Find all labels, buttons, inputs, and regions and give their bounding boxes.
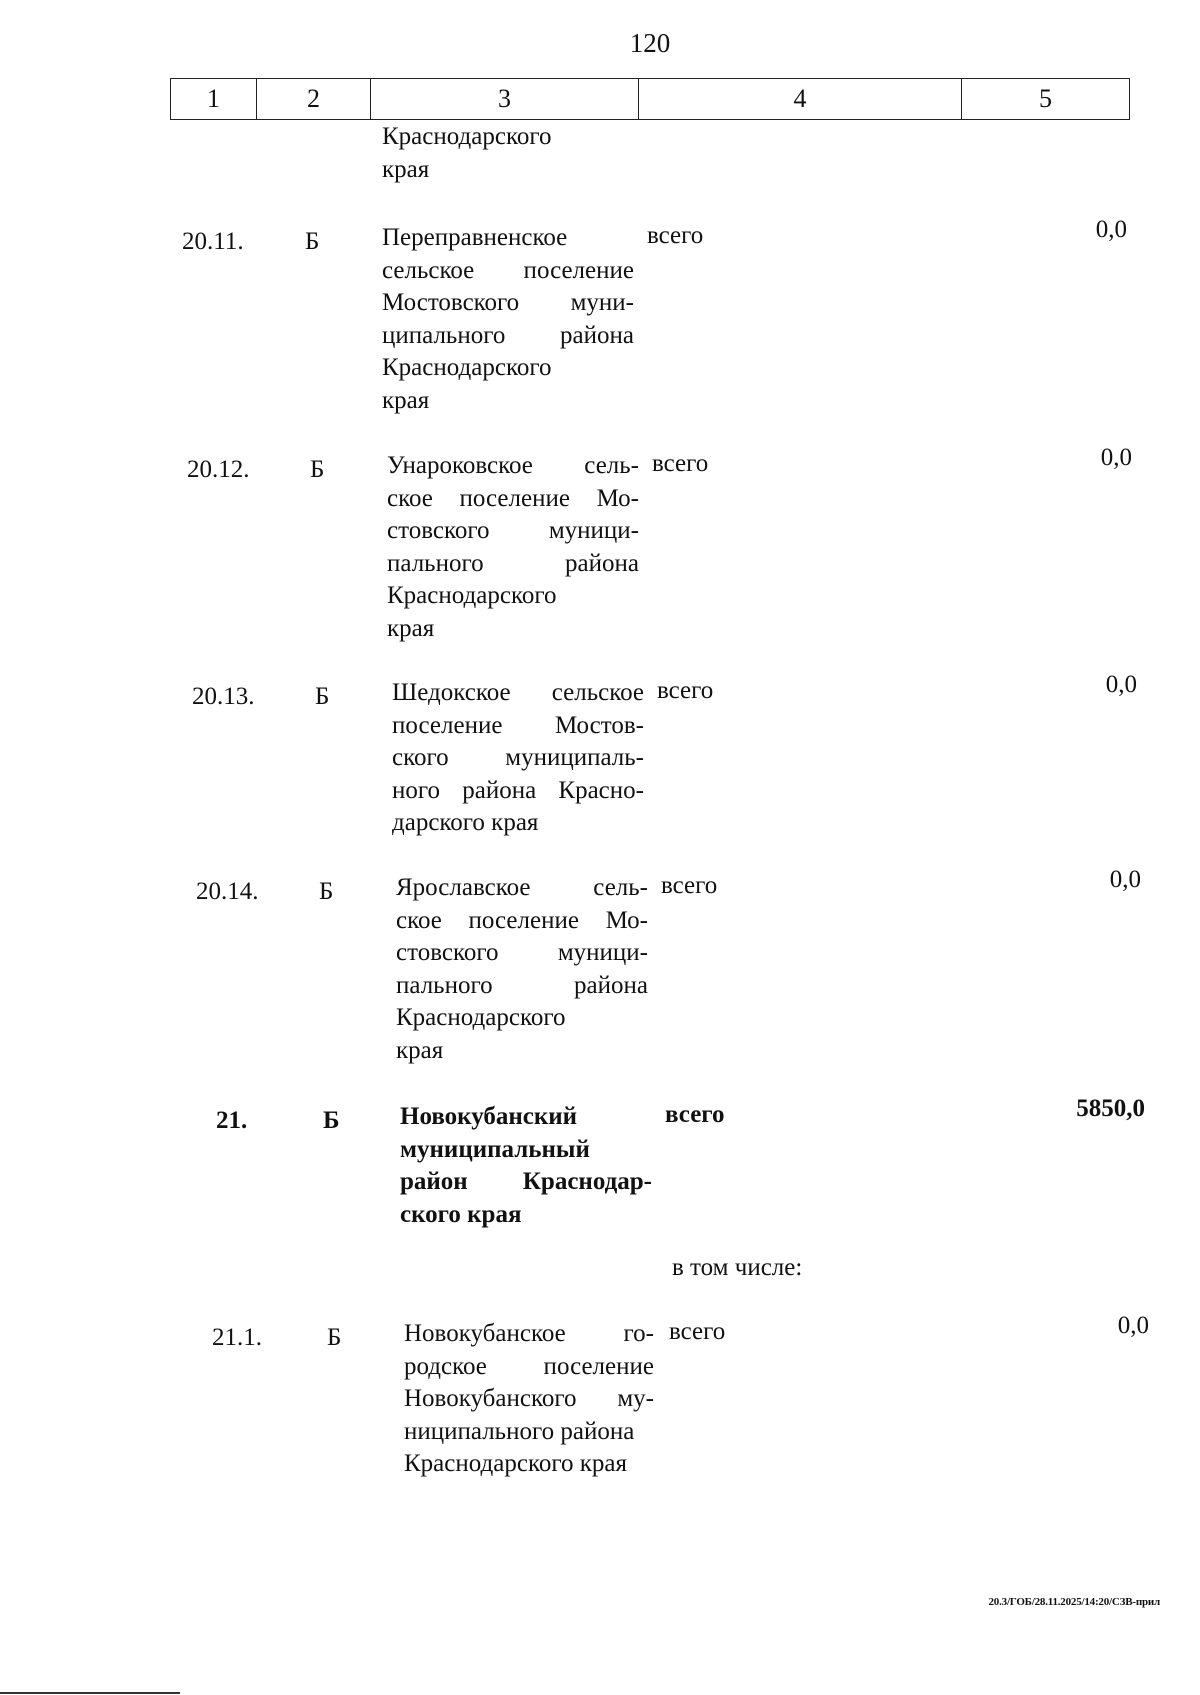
row-total-label: всего xyxy=(647,222,704,249)
row-category: Б xyxy=(315,683,330,710)
row-total-label: всего xyxy=(665,1101,725,1128)
row-name-line: пального района xyxy=(396,971,648,999)
row-name-line: Переправненское xyxy=(382,224,568,251)
row-name xyxy=(396,872,648,1067)
row-number: 21.1. xyxy=(212,1324,262,1351)
row-number: 20.11. xyxy=(182,228,244,255)
bottom-rule xyxy=(0,1692,180,1694)
row-value: 5850,0 xyxy=(1076,1095,1145,1122)
row-name-line: ного района Красно- xyxy=(392,776,644,804)
row-name-line: края xyxy=(396,1036,444,1064)
column-header-1: 1 xyxy=(171,79,257,119)
row-value: 0,0 xyxy=(1100,444,1132,471)
row-category: Б xyxy=(310,456,325,483)
row-name-line: края xyxy=(382,386,430,414)
row-name-line: пального района xyxy=(387,549,639,577)
column-header-2: 2 xyxy=(257,79,371,119)
row-category: Б xyxy=(319,878,334,905)
row-name-line: Новокубанского му- xyxy=(404,1385,654,1412)
row-name-line: Шедокское сельское xyxy=(392,679,644,706)
row-value: 0,0 xyxy=(1105,671,1137,698)
row-name-line: район Краснодар- xyxy=(400,1168,652,1195)
row-category: Б xyxy=(305,228,320,255)
row-name-line: Мостовского муни- xyxy=(382,289,634,316)
row-number: 20.14. xyxy=(196,878,259,905)
row-name-line: ского муниципаль- xyxy=(392,744,644,771)
row-name-line: края xyxy=(387,614,435,642)
row-name-line: поселение Мостов- xyxy=(392,711,644,739)
row-value: 0,0 xyxy=(1095,216,1127,243)
row-name xyxy=(404,1318,654,1481)
row-value: 0,0 xyxy=(1109,866,1141,893)
row-name xyxy=(392,677,644,840)
row-name-line: Ярославское сель- xyxy=(396,874,648,901)
row-total-label: всего xyxy=(657,677,714,704)
row-total-label: всего xyxy=(652,450,709,477)
row-name-line: стовского муници- xyxy=(396,939,648,966)
row-name xyxy=(382,222,634,417)
column-header-3: 3 xyxy=(371,79,639,119)
row-name-line: ское поселение Мо- xyxy=(387,484,639,512)
row-number: 20.12. xyxy=(187,456,250,483)
continued-name-line: края xyxy=(382,155,430,183)
row-name-line: муниципальный xyxy=(400,1135,590,1163)
row-name-line: Унароковское сель- xyxy=(387,452,639,479)
row-name xyxy=(387,450,639,645)
column-header-5: 5 xyxy=(1039,84,1052,113)
row-name-line: Краснодарского края xyxy=(404,1450,627,1477)
row-name-line: Краснодарского xyxy=(382,354,552,381)
row-number: 20.13. xyxy=(192,683,255,710)
row-name-line: родское поселение xyxy=(404,1352,654,1380)
continued-name-line: Краснодарского xyxy=(382,123,552,150)
row-number: 21. xyxy=(216,1107,248,1134)
row-name-line: ниципального района xyxy=(404,1417,635,1445)
column-header-4: 4 xyxy=(639,79,962,119)
row-name xyxy=(400,1101,652,1231)
row-name-line: ское поселение Мо- xyxy=(396,906,648,934)
page-number: 120 xyxy=(629,28,671,58)
row-name-line: Новокубанское го- xyxy=(404,1320,654,1347)
document-code: 20.3/ГОБ/28.11.2025/14:20/СЗВ-прил xyxy=(988,1596,1160,1608)
row-value: 0,0 xyxy=(1117,1312,1149,1339)
continued-name xyxy=(382,121,551,186)
row-name-line: ского края xyxy=(400,1200,522,1228)
column-header-row xyxy=(170,78,1130,120)
row-total-label: всего xyxy=(661,872,718,899)
row-total-label: всего xyxy=(669,1318,726,1345)
row-name-line: сельское поселение xyxy=(382,256,634,284)
including-label: в том числе: xyxy=(672,1254,803,1281)
row-name-line: Новокубанский xyxy=(400,1103,578,1130)
row-name-line: Краснодарского xyxy=(396,1004,566,1031)
row-name-line: Краснодарского xyxy=(387,582,557,609)
row-name-line: ципального района xyxy=(382,321,634,349)
row-category: Б xyxy=(327,1324,342,1351)
row-category: Б xyxy=(323,1107,340,1134)
row-name-line: стовского муници- xyxy=(387,517,639,544)
row-name-line: дарского края xyxy=(392,809,539,836)
